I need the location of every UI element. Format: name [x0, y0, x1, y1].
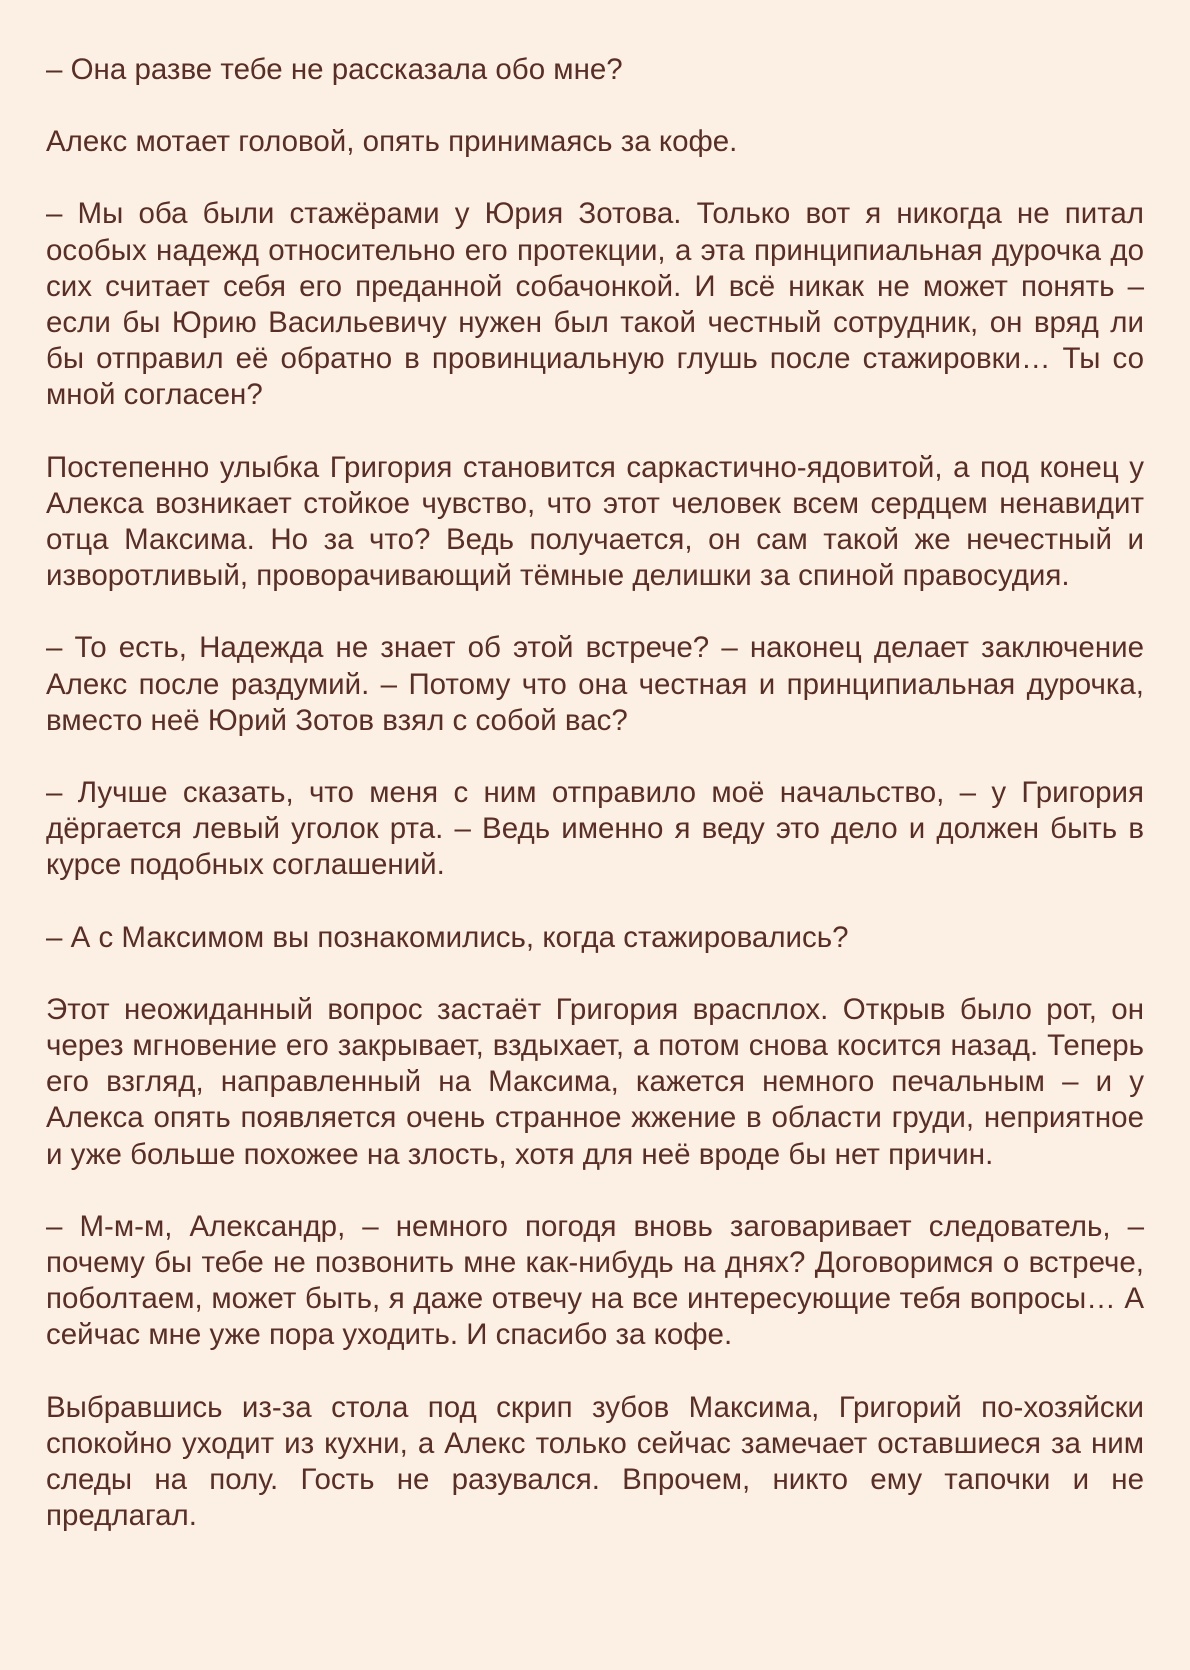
- paragraph-4: Постепенно улыбка Григория становится саркастично-ядовитой, а под конец у Алекса возникает стойкое чувство, что этот человек всем сердцем ненавидит отца Максима. Но за что? Ведь получается, он сам такой же нечестный и изворотливый, проворачивающий тёмные делишки за спиной правосудия.: [46, 450, 1144, 593]
- paragraph-3: – Мы оба были стажёрами у Юрия Зотова. Только вот я никогда не питал особых надежд относительно его протекции, а эта принципиальная дурочка до сих считает себя его преданной собачонкой. И всё никак не может понять – если бы Юрию Васильевичу нужен был такой честный сотрудник, он вряд ли бы отправил её обратно в провинциальную глушь после стажировки… Ты со мной согласен?: [46, 197, 1144, 412]
- paragraph-6: – Лучше сказать, что меня с ним отправило моё начальство, – у Григория дёргается левый уголок рта. – Ведь именно я веду это дело и должен быть в курсе подобных соглашений.: [46, 776, 1144, 882]
- paragraph-1: – Она разве тебе не рассказала обо мне?: [46, 53, 623, 86]
- paragraph-2: Алекс мотает головой, опять принимаясь за кофе.: [46, 125, 738, 159]
- paragraph-8: Этот неожиданный вопрос застаёт Григория врасплох. Открыв было рот, он через мгновение его закрывает, вздыхает, а потом снова косится назад. Теперь его взгляд, направленный на Максима, кажется немного печальным – и у Алекса опять появляется очень странное жжение в области груди, неприятное и уже больше похожее на злость, хотя для неё вроде бы нет причин.: [46, 992, 1144, 1171]
- paragraph-5: – То есть, Надежда не знает об этой встрече? – наконец делает заключение Алекс после раздумий. – Потому что она честная и принципиальная дурочка, вместо неё Юрий Зотов взял с собой вас?: [46, 631, 1144, 737]
- paragraph-10: Выбравшись из-за стола под скрип зубов Максима, Григорий по-хозяйски спокойно уходит из кухни, а Алекс только сейчас замечает оставшиеся за ним следы на полу. Гость не разувался. Впрочем, никто ему тапочки и не предлагал.: [46, 1390, 1144, 1533]
- paragraph-7: – А с Максимом вы познакомились, когда стажировались?: [46, 920, 849, 954]
- paragraph-9: – М-м-м, Александр, – немного погодя вновь заговаривает следователь, – почему бы тебе не позвонить мне как-нибудь на днях? Договоримся о встрече, поболтаем, может быть, я даже отвечу на все интересующие тебя вопросы… А сейчас мне уже пора уходить. И спасибо за кофе.: [46, 1209, 1144, 1352]
